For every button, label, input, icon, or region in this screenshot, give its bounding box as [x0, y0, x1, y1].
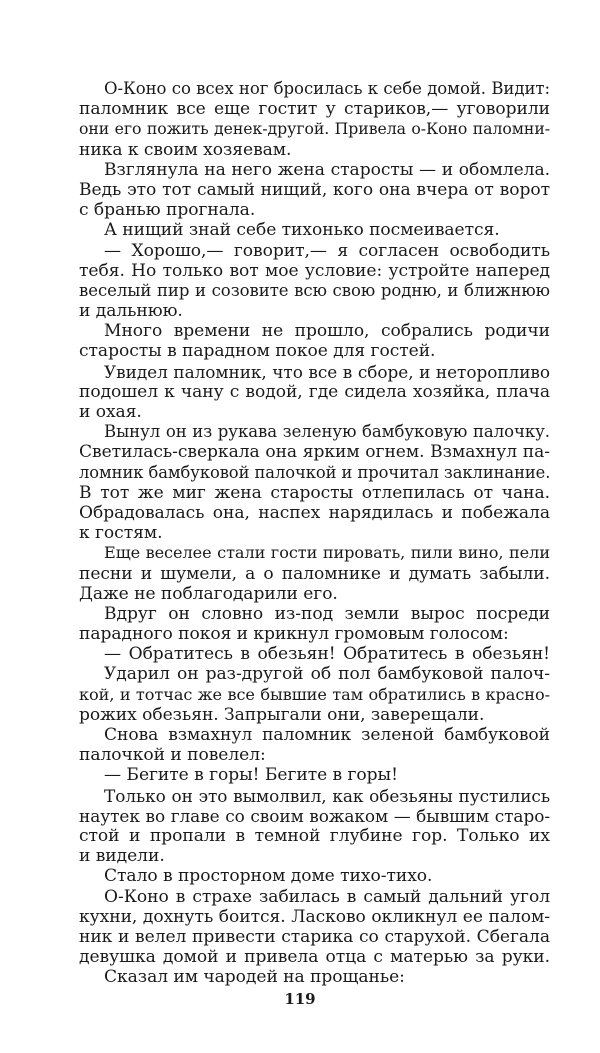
text-line: девушка домой и привела отца с матерью за руки. [79, 947, 550, 968]
text-line: кухни, дохнуть боится. Ласково окликнул ее палом- [79, 906, 550, 927]
text-line: к гостям. [79, 523, 163, 544]
page-number: 119 [284, 990, 316, 1008]
text-line: Увидел паломник, что все в сборе, и неторопливо [104, 361, 550, 382]
text-line: с бранью прогнала. [79, 200, 256, 221]
text-line: — Бегите в горы! Бегите в горы! [104, 765, 398, 786]
text-line: Снова взмахнул паломник зеленой бамбуковой [104, 725, 550, 745]
text-line: рожих обезьян. Запрыгали они, заверещали. [79, 704, 485, 725]
text-line: Обрадовалась она, наспех нарядилась и побежала [79, 502, 550, 523]
text-line: Много времени не прошло, собрались родичи [104, 321, 550, 342]
text-line: парадного покоя и крикнул громовым голосом: [79, 624, 509, 645]
text-line: стой и пропали в темной глубине гор. Только их [79, 825, 550, 846]
page-text [79, 79, 550, 987]
text-line: и видели. [79, 846, 165, 867]
text-line: ника к своим хозяевам. [79, 139, 292, 160]
text-line: Ведь это тот самый нищий, кого она вчера от ворот [79, 179, 550, 200]
text-line: — Обратитесь в обезьян! Обратитесь в обезьян! [104, 644, 550, 665]
text-line: — Хорошо,— говорит,— я согласен освободить [104, 240, 550, 261]
text-line: Вдруг он словно из-под земли вырос посреди [104, 603, 550, 624]
text-line: Даже не поблагодарили его. [79, 583, 338, 604]
text-line: Взглянула на него жена старосты — и обомлела. [104, 159, 550, 180]
text-line: Ударил он раз-другой об пол бамбуковой палоч- [104, 664, 550, 685]
text-line: Светилась-сверкала она ярким огнем. Взмахнул па- [79, 442, 550, 463]
text-line: А нищий знай себе тихонько посмеивается. [104, 220, 500, 241]
text-line: О-Коно в страхе забилась в самый дальний угол [104, 886, 550, 907]
text-line: веселый пир и созовите всю свою родню, и ближнюю [79, 280, 550, 300]
text-line: ник и велел привести старика со старухой. Сбегала [79, 926, 550, 947]
text-line: песни и шумели, а о паломнике и думать забыли. [79, 563, 550, 584]
text-line: и дальнюю. [79, 301, 183, 322]
text-line: тебя. Но только вот мое условие: устройте наперед [79, 260, 550, 281]
text-line: Еще веселее стали гости пировать, пили вино, пели [104, 543, 550, 563]
text-line: они его пожить денек-другой. Привела о-Коно паломни- [79, 119, 550, 139]
text-line: Сказал им чародей на прощанье: [104, 967, 405, 988]
text-line: Стало в просторном доме тихо-тихо. [104, 866, 433, 887]
text-line: палочкой и повелел: [79, 745, 266, 766]
text-line: старосты в парадном покое для гостей. [79, 341, 436, 362]
text-line: наутек во главе со своим вожаком — бывшим старо- [79, 805, 550, 826]
text-line: паломник все еще гостит у стариков,— уговорили [79, 99, 550, 120]
text-line: Только он это вымолвил, как обезьяны пустились [104, 785, 550, 806]
text-line: подошел к чану с водой, где сидела хозяйка, плача [79, 381, 550, 402]
text-line: В тот же миг жена старосты отлепилась от чана. [79, 482, 550, 503]
text-line: ломник бамбуковой палочкой и прочитал заклинание. [79, 462, 551, 482]
text-line: Вынул он из рукава зеленую бамбуковую палочку. [104, 422, 550, 442]
text-line: кой, и тотчас же все бывшие там обратились в красно- [79, 684, 550, 704]
text-line: О-Коно со всех ног бросилась к себе домой. Видит: [104, 79, 550, 98]
text-line: и охая. [79, 402, 142, 422]
